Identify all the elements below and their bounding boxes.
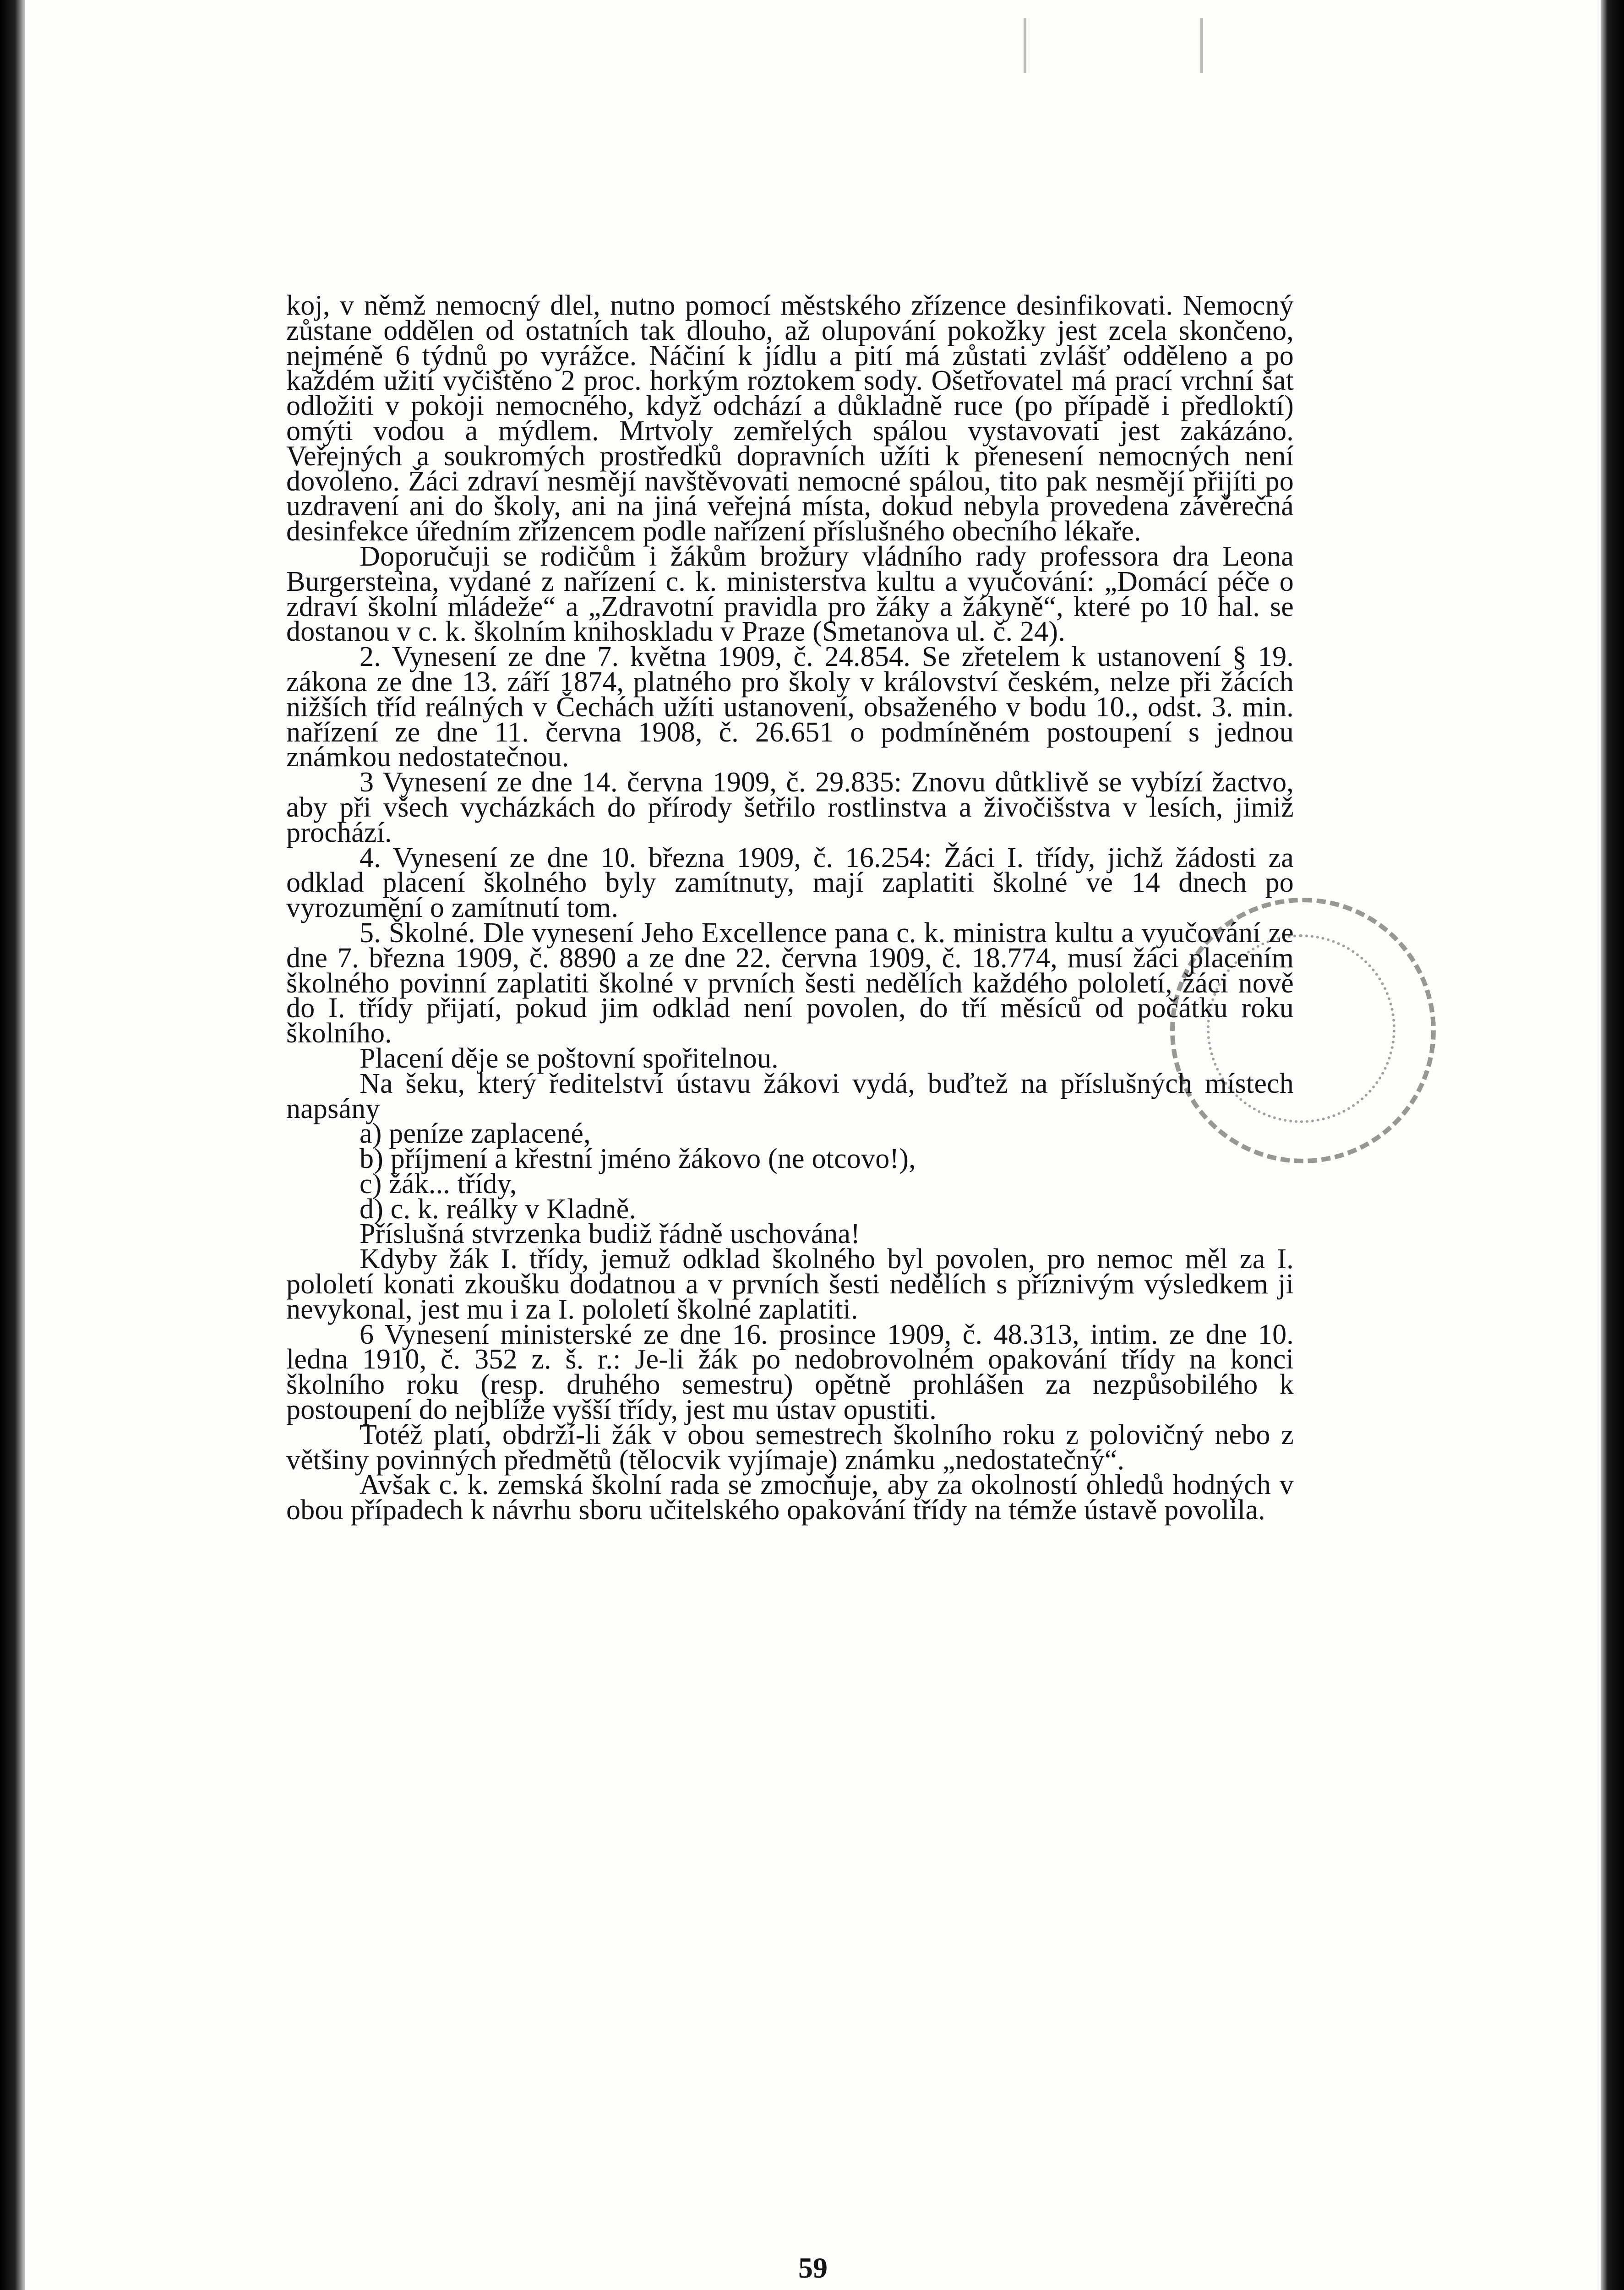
page-number: 59 — [798, 2252, 828, 2284]
paragraph: 3 Vynesení ze dne 14. června 1909, č. 29.835: Znovu důtklivě se vybízí žactvo, aby při všech vycházkách do přírody šetřilo rostlinstva a živočišstva v lesích, jimiž prochází. — [286, 767, 1294, 848]
paragraph: koj, v němž nemocný dlel, nutno pomocí městského zřízence desinfikovati. Nemocný zůstane oddělen od ostatních tak dlouho, až olupování pokožky jest zcela skončeno, nejméně 6 týdnů po vyrážce. Náčiní k jídlu a pití má zůstati zvlášť odděleno a po každém užití vyčištěno 2 proc. horkým roztokem sody. Ošetřovatel má prací vrchní šat odložiti v pokoji nemocného, když odchází a důkladně ruce (po případě i předloktí) omýti vodou a mýdlem. Mrtvoly zemřelých spálou vystavovati jest zakázáno. Veřejných a soukromých prostředků dopravních užíti k přenesení nemocných není dovoleno. Žáci zdraví nesmějí navštěvovati nemocné spálou, tito pak nesmějí přijíti po uzdravení ani do školy, ani na jiná veřejná místa, dokud nebyla provedena závěrečná desinfekce úředním zřízencem podle nařízení příslušného obecního lékaře. — [286, 290, 1294, 547]
list-item: d) c. k. reálky v Kladně. — [360, 1193, 637, 1225]
paragraph: Avšak c. k. zemská školní rada se zmocňuje, aby za okolností ohledů hodných v obou případech k návrhu sboru učitelského opakování třídy na témže ústavě povolila. — [286, 1469, 1294, 1526]
scan-left-edge — [0, 0, 25, 2290]
paragraph: Kdyby žák I. třídy, jemuž odklad školného byl povolen, pro nemoc měl za I. pololetí konati zkoušku dodatnou a v prvních šesti nedělích s příznivým výsledkem ji nevykonal, jest mu i za I. pololetí školné zaplatiti. — [286, 1243, 1294, 1325]
paragraph: 2. Vynesení ze dne 7. května 1909, č. 24.854. Se zřetelem k ustanovení § 19. zákona ze dne 13. září 1874, platného pro školy v království českém, nelze při žácích nižších tříd reálných v Čechách užíti ustanovení, obsaženého v bodu 10., odst. 3. min. nařízení ze dne 11. června 1908, č. 26.651 o podmíněném postoupení s jednou známkou nedostatečnou. — [286, 641, 1294, 773]
paragraph: 5. Školné. Dle vynesení Jeho Excellence pana c. k. ministra kultu a vyučování ze dne 7. března 1909, č. 8890 a ze dne 22. června 1909, č. 18.774, musí žáci placením školného povinní zaplatiti školné v prvních šesti nedělích každého pololetí, žáci nově do I. třídy přijatí, pokud jim odklad není povolen, do tří měsíců od počátku roku školního. — [286, 917, 1294, 1049]
list-item: b) příjmení a křestní jméno žákovo (ne otcovo!), — [360, 1143, 916, 1175]
paragraph: 4. Vynesení ze dne 10. března 1909, č. 16.254: Žáci I. třídy, jichž žádosti za odklad placení školného byly zamítnuty, mají zaplatiti školné ve 14 dnech po vyrozumění o zamítnutí tom. — [286, 842, 1294, 924]
list-item: c) žák... třídy, — [360, 1168, 517, 1200]
scan-right-edge — [1601, 0, 1624, 2290]
paragraph: Totéž platí, obdrží-li žák v obou semestrech školního roku z polovičný nebo z většiny povinných předmětů (tělocvik vyjímaje) známku „nedostatečný“. — [286, 1419, 1294, 1476]
circular-stamp-icon — [1170, 898, 1436, 1163]
paragraph: Placení děje se poštovní spořitelnou. — [360, 1042, 779, 1074]
paragraph: Doporučuji se rodičům i žákům brožury vládního rady professora dra Leona Burgersteina, vydané z nařízení c. k. ministerstva kultu a vyučování: „Domácí péče o zdraví školní mládeže“ a „Zdravotní pravidla pro žáky a žákyně“, které po 10 hal. se dostanou v c. k. školním knihoskladu v Praze (Smetanova ul. č. 24). — [286, 540, 1294, 648]
paragraph: 6 Vynesení ministerské ze dne 16. prosince 1909, č. 48.313, intim. ze dne 10. ledna 1910, č. 352 z. š. r.: Je-li žák po nedobrovolném opakování třídy na konci školního roku (resp. druhého semestru) opětně prohlášen za nezpůsobilého k postoupení do nejblíže vyšší třídy, jest mu ústav opustiti. — [286, 1319, 1294, 1426]
document-page — [25, 0, 1601, 2290]
scan-artifact-mark — [1024, 18, 1203, 73]
paragraph: Na šeku, který ředitelství ústavu žákovi vydá, buďtež na příslušných místech napsány — [286, 1068, 1294, 1124]
document-body — [286, 290, 1294, 1526]
paragraph: Příslušná stvrzenka budiž řádně uschována! — [360, 1218, 861, 1250]
stamp-inner-ring — [1207, 934, 1395, 1123]
list-item: a) peníze zaplacené, — [360, 1118, 591, 1150]
